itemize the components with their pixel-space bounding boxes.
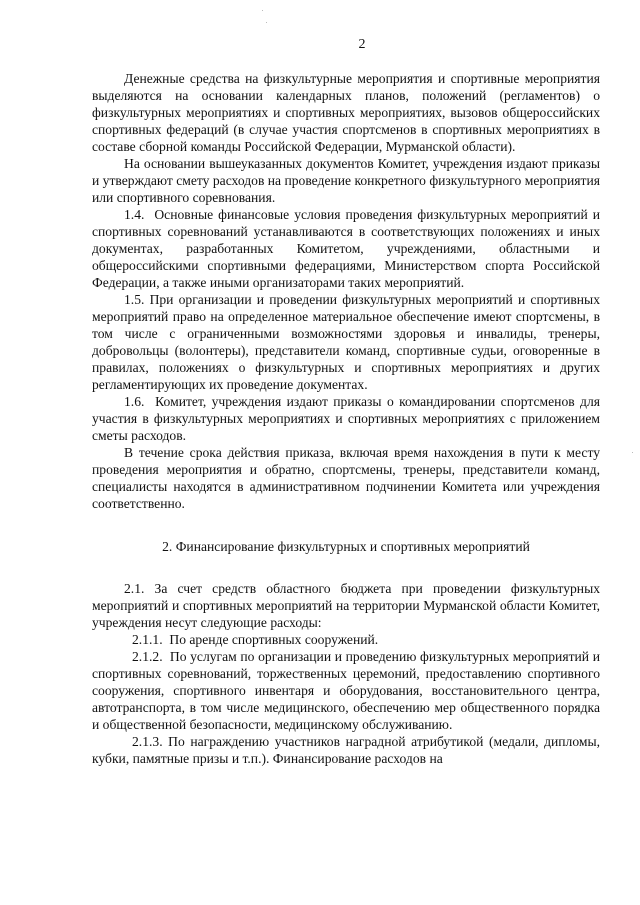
page-number: 2: [358, 37, 366, 52]
paragraph-orders-estimate: На основании вышеуказанных документов Комитет, учреждения издают приказы и утверждают смету расходов на проведение конкретного физкультурного мероприятия или спортивного соревнования.: [92, 156, 601, 205]
scan-speck: [632, 452, 633, 453]
spacer: [92, 512, 600, 538]
paragraph-2-1-2: 2.1.2. По услугам по организации и проведению физкультурных мероприятий и спортивных соревнований, торжественных церемоний, предоставлению спортивного сооружения, спортивного инвентаря и оборудования, восстановительного центра, автотранспорта, в том числе медицинского, обеспечению мер общественного порядка и общественной безопасности, медицинскому обслуживанию.: [92, 649, 600, 732]
paragraph-funding-basis: Денежные средства на физкультурные мероприятия и спортивные мероприятия выделяются на основании календарных планов, положений (регламентов) о физкультурных мероприятиях и спортивных мероприятиях, вызовов общероссийских спортивных федераций (в случае участия спортсменов в спортивных мероприятиях в составе сборной команды Российской Федерации, Мурманской области).: [92, 71, 600, 154]
scan-speck: [266, 22, 267, 23]
spacer: [92, 555, 600, 580]
paragraph-1-5: 1.5. При организации и проведении физкультурных мероприятий и спортивных мероприятий право на определенное материальное обеспечение имеют спортсмены, в том числе с ограниченными возможностями здоровья и инвалиды, тренеры, добровольцы (волонтеры), представители команд, спортивные судьи, оговоренные в правилах, положениях о физкультурных и спортивных мероприятиях и других регламентирующих их проведение документах.: [92, 292, 600, 392]
paragraph-2-1-3: 2.1.3. По награждению участников наградной атрибутикой (медали, дипломы, кубки, памятные призы и т.п.). Финансирование расходов на: [92, 734, 600, 766]
scan-speck: [262, 10, 263, 11]
document-body: [92, 70, 600, 767]
paragraph-1-6: 1.6. Комитет, учреждения издают приказы о командировании спортсменов для участия в физкультурных мероприятиях и спортивных мероприятиях с приложением сметы расходов.: [92, 394, 600, 443]
paragraph-2-1: 2.1. За счет средств областного бюджета при проведении физкультурных мероприятий и спортивных мероприятий на территории Мурманской области Комитет, учреждения несут следующие расходы:: [92, 581, 600, 630]
paragraph-1-4: 1.4. Основные финансовые условия проведения физкультурных мероприятий и спортивных соревнований устанавливаются в соответствующих положениях и иных документах, разработанных Комитетом, учреждениями, областными и общероссийскими спортивными федерациями, Министерством спорта Российской Федерации, а также иными организаторами таких мероприятий.: [92, 207, 600, 290]
paragraph-travel-period: В течение срока действия приказа, включая время нахождения в пути к месту проведения мероприятия и обратно, спортсмены, тренеры, представители команд, специалисты находятся в административном подчинении Комитета или учреждения соответственно.: [92, 445, 600, 511]
paragraph-2-1-1: 2.1.1. По аренде спортивных сооружений.: [132, 632, 379, 647]
section-heading: 2. Финансирование физкультурных и спортивных мероприятий: [162, 539, 530, 554]
